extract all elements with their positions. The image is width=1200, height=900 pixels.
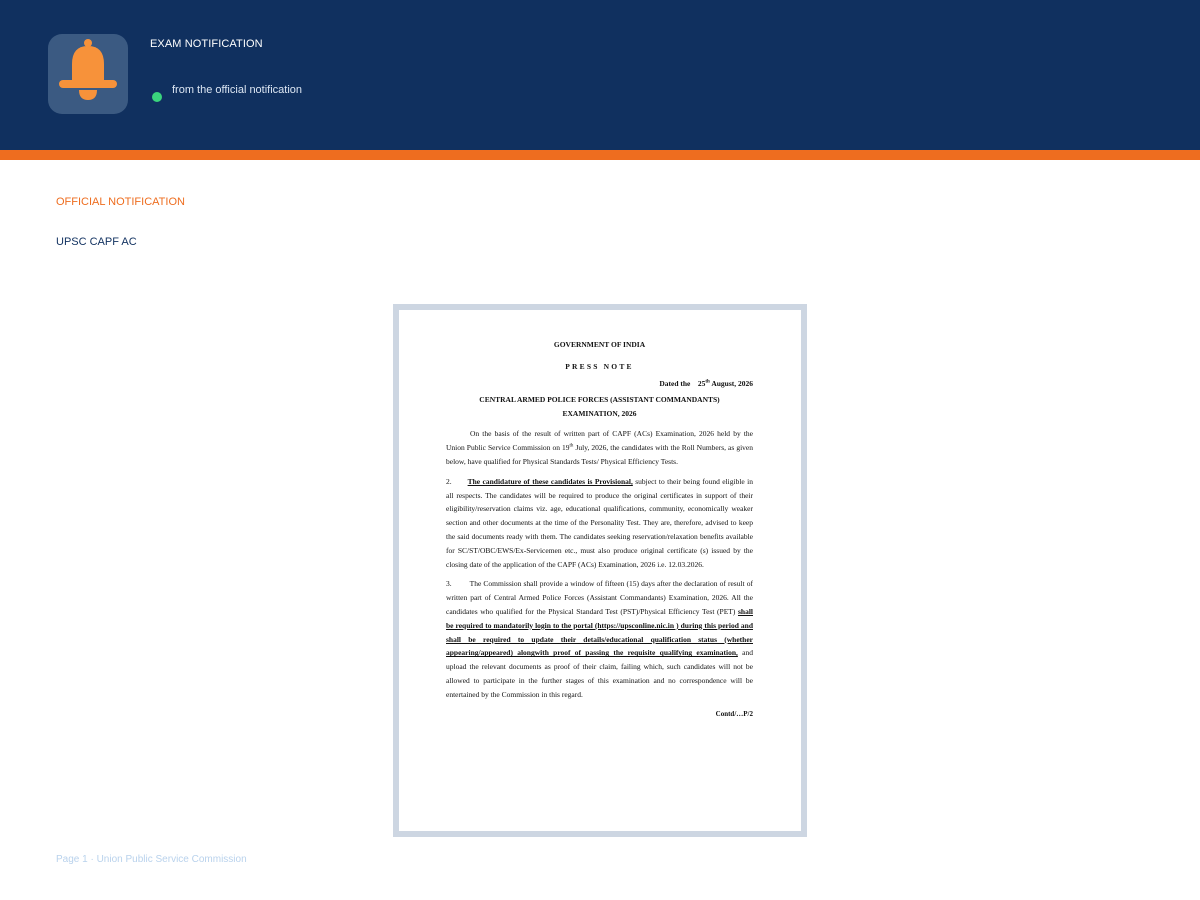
document-frame — [393, 304, 807, 837]
doc-para2-rest: subject to their being found eligible in all respects. The candidates will be required to produce the original certificates in support of their eligibility/reservation claims viz. age, educational qualifications, community, economically weaker section and other documents at the time of the Personality Test. They are, therefore, advised to keep the said documents ready with them. The candidates seeking reservation/relaxation benefits available for SC/ST/OBC/EWS/Ex-Servicemen etc., must also produce original certificate (s) issued by the closing date of the application of the CAPF (ACs) Examination, 2026 i.e. 12.03.2026. — [446, 476, 753, 569]
doc-date-day-sup: th — [705, 379, 710, 385]
doc-para3-number: 3. — [446, 579, 452, 589]
doc-date-prefix: Dated the — [659, 378, 691, 388]
notification-app-icon — [48, 34, 128, 114]
doc-para2-number: 2. — [446, 476, 452, 486]
status-dot — [152, 92, 162, 102]
status-text: from the official notification — [172, 84, 303, 96]
doc-government-heading: GOVERNMENT OF INDIA — [553, 340, 646, 349]
accent-divider — [0, 150, 1200, 160]
doc-exam-title-line2: EXAMINATION, 2026 — [562, 409, 637, 419]
doc-date — [446, 377, 753, 391]
doc-paragraph-3 — [446, 577, 753, 701]
doc-para3-text-a: The Commission shall provide a window of fifteen (15) days after the declaration of result of written part of Central Armed Police Forces (Assistant Commandants) Examination, 2026. All the candidates who qualified for the Physical Standard Test (PST)/Physical Efficiency Test (PET) — [446, 579, 753, 616]
doc-date-rest: August, 2026 — [711, 378, 753, 388]
exam-name: UPSC CAPF AC — [56, 236, 137, 248]
doc-para1-text-a: On the basis of the result of written part of CAPF (ACs) Examination, 2026 held by the Union Public Service Commission on 19 — [446, 429, 753, 453]
doc-para3-bold: shall be required to mandatorily login to the portal (https://upsconline.nic.in ) during this period and shall be required to update their details/educational qualification status (whether appearing/appeared) alongwith proof of passing the requisite qualifying examination, — [446, 606, 753, 658]
section-label: OFFICIAL NOTIFICATION — [56, 196, 185, 208]
doc-paragraph-2 — [446, 475, 753, 572]
doc-paragraph-1 — [446, 427, 753, 468]
bell-icon — [48, 34, 128, 114]
doc-para2-bold: The candidature of these candidates is Provisional, — [467, 476, 633, 486]
page-footer: Page 1 · Union Public Service Commission — [56, 854, 247, 865]
header-title: EXAM NOTIFICATION — [150, 38, 263, 50]
document-page — [399, 310, 801, 831]
doc-continued: Contd/…P/2 — [715, 709, 753, 718]
doc-exam-title — [446, 393, 753, 421]
doc-para3-text-b: and upload the relevant documents as proof of their claim, failing which, such candidates will not be allowed to participate in the further stages of this examination and no correspondence will be entertained by the Commission in this regard. — [446, 648, 754, 699]
doc-para1-sup: th — [569, 443, 574, 449]
doc-exam-title-line1: CENTRAL ARMED POLICE FORCES (ASSISTANT COMMANDANTS) — [479, 395, 720, 405]
doc-date-day: 25 — [697, 378, 706, 388]
header-bar — [0, 0, 1200, 150]
doc-para1-text-b: July, 2026, the candidates with the Roll Numbers, as given below, have qualified for Physical Standards Tests/ Physical Efficiency Tests. — [446, 443, 754, 466]
doc-press-note-heading: PRESS NOTE — [565, 361, 634, 371]
